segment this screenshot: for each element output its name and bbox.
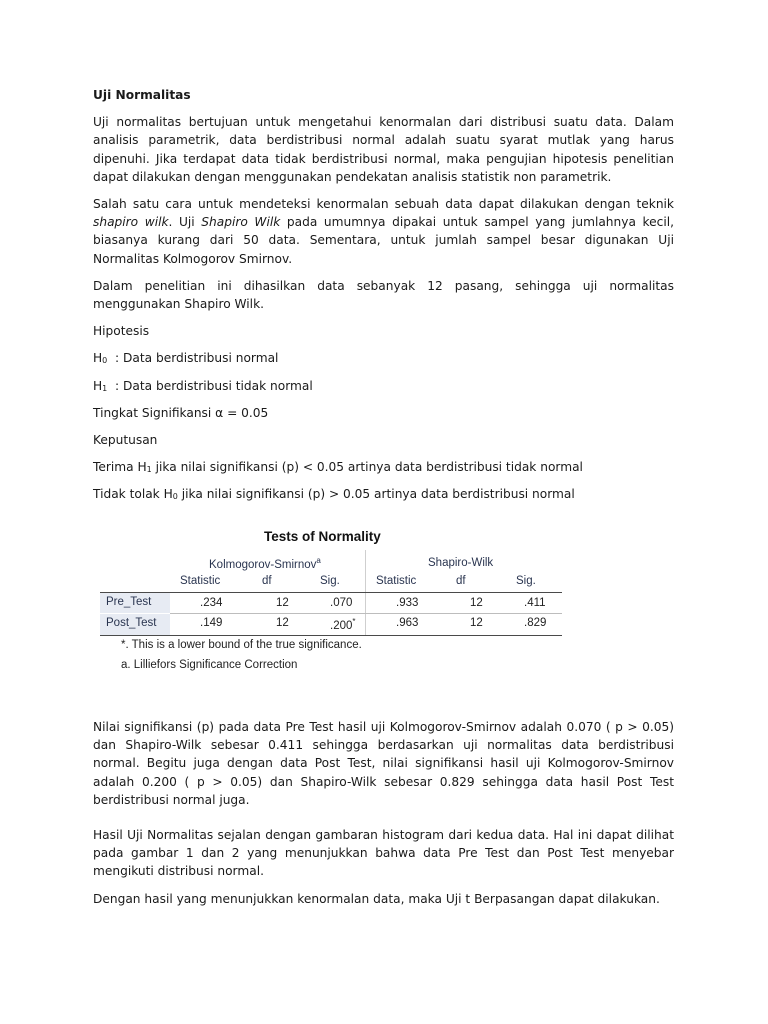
- hypothesis-h1: [93, 377, 674, 395]
- h1-subscript: 1: [102, 383, 108, 393]
- col-header-sw-statistic: Statistic: [376, 575, 417, 587]
- decision-rule-1: [93, 458, 674, 476]
- table-row-divider: [170, 613, 562, 614]
- text-span: Tidak tolak H: [93, 487, 173, 502]
- text-span: Terima H: [93, 460, 147, 475]
- cell-value: .933: [396, 597, 419, 609]
- table-rule-top: [100, 592, 562, 593]
- paragraph-conclusion: Dengan hasil yang menunjukkan kenormalan data, maka Uji t Berpasangan dapat dilakukan.: [93, 891, 660, 906]
- paragraph-intro: Uji normalitas bertujuan untuk mengetahui kenormalan dari distribusi suatu data. Dalam analisis parametrik, data berdistribusi normal adalah suatu syarat mutlak yang harus dipenuhi. Jika terdapat data tidak berdistribusi normal, maka pengujian hipotesis penelitian dapat dilakukan dengan menggunakan pendekatan analisis statistik non parametrik.: [93, 115, 674, 184]
- cell-value: .234: [200, 597, 223, 609]
- paragraph-results: Nilai signifikansi (p) pada data Pre Test hasil uji Kolmogorov-Smirnov adalah 0.070 ( p > 0.05) dan Shapiro-Wilk sebesar 0.411 sehingga berdasarkan uji normalitas data berdistribusi normal. Begitu juga dengan data Post Test, nilai signifikansi hasil uji Kolmogorov-Smirnov adalah 0.200 ( p > 0.05) dan Shapiro-Wilk sebesar 0.829 sehingga data hasil Post Test berdistribusi normal juga.: [93, 720, 674, 807]
- italic-term: Shapiro Wilk: [201, 215, 281, 230]
- cell-value: .963: [396, 617, 419, 629]
- cell-value: .070: [330, 597, 353, 609]
- col-header-sw-df: df: [456, 575, 466, 587]
- cell-value: 12: [470, 617, 483, 629]
- cell-value: .411: [524, 597, 546, 609]
- col-header-ks-df: df: [262, 575, 272, 587]
- decision-rule-2: [93, 485, 674, 503]
- section-title: Uji Normalitas: [93, 88, 191, 102]
- footnote-marker: a: [316, 556, 321, 565]
- cell-value: 12: [276, 597, 289, 609]
- cell-value: 12: [276, 617, 289, 629]
- document-body: [93, 86, 674, 513]
- cell-value: .829: [524, 617, 547, 629]
- hypothesis-h0: [93, 349, 674, 367]
- cell-value: [330, 617, 356, 632]
- results-section: [93, 718, 674, 818]
- text-span: Salah satu cara untuk mendeteksi kenormalan sebuah data dapat dilakukan dengan teknik: [93, 197, 674, 212]
- row-label: Pre_Test: [106, 596, 152, 608]
- cell-value: .149: [200, 617, 223, 629]
- table-footnote-1: *. This is a lower bound of the true significance.: [121, 639, 362, 651]
- group-header-ks-label: Kolmogorov-Smirnov: [209, 558, 317, 571]
- paragraph-sample: Dalam penelitian ini dihasilkan data sebanyak 12 pasang, sehingga uji normalitas menggunakan Shapiro Wilk.: [93, 278, 674, 312]
- h0-subscript: 0: [102, 356, 108, 366]
- cell-value: 12: [470, 597, 483, 609]
- subscript: 1: [146, 465, 152, 475]
- row-label: Post_Test: [106, 617, 157, 629]
- paragraph-histogram: Hasil Uji Normalitas sejalan dengan gambaran histogram dari kedua data. Hal ini dapat dilihat pada gambar 1 dan 2 yang menunjukkan bahwa data Pre Test dan Post Test menyebar mengikuti distribusi normal.: [93, 828, 674, 879]
- row-label-cell: [100, 614, 170, 635]
- row-label-cell: [100, 593, 170, 613]
- col-header-sw-sig: Sig.: [516, 575, 536, 587]
- h1-symbol: H: [93, 378, 103, 393]
- group-header-sw: Shapiro-Wilk: [428, 557, 494, 569]
- heading-hipotesis: Hipotesis: [93, 324, 150, 339]
- column-divider: [365, 550, 366, 636]
- text-span: jika nilai signifikansi (p) < 0.05 artinya data berdistribusi tidak normal: [151, 460, 583, 475]
- table-footnote-2: a. Lilliefors Significance Correction: [121, 659, 298, 671]
- paragraph-method: [93, 195, 674, 268]
- subscript: 0: [172, 492, 178, 502]
- table-title: Tests of Normality: [264, 529, 381, 544]
- table-rule-bottom: [100, 635, 562, 636]
- italic-term: shapiro wilk: [93, 215, 169, 230]
- text-span: pada umumnya dipakai untuk sampel yang jumlahnya kecil, biasanya kurang dari 50 data. Sementara, untuk jumlah sampel besar digunakan Uji Normalitas Kolmogorov Smirnov.: [93, 215, 674, 266]
- significance-level: Tingkat Signifikansi α = 0.05: [93, 405, 269, 420]
- conclusion-section: [93, 826, 674, 917]
- h1-text: : Data berdistribusi tidak normal: [107, 378, 313, 393]
- text-span: . Uji: [168, 215, 202, 230]
- heading-keputusan: Keputusan: [93, 433, 158, 448]
- h0-symbol: H: [93, 351, 103, 366]
- footnote-marker: *: [352, 617, 356, 626]
- h0-text: : Data berdistribusi normal: [107, 351, 279, 366]
- col-header-ks-statistic: Statistic: [180, 575, 221, 587]
- text-span: jika nilai signifikansi (p) > 0.05 artinya data berdistribusi normal: [177, 487, 575, 502]
- group-header-ks: [209, 556, 321, 571]
- col-header-ks-sig: Sig.: [320, 575, 340, 587]
- cell-text: .200: [330, 619, 353, 632]
